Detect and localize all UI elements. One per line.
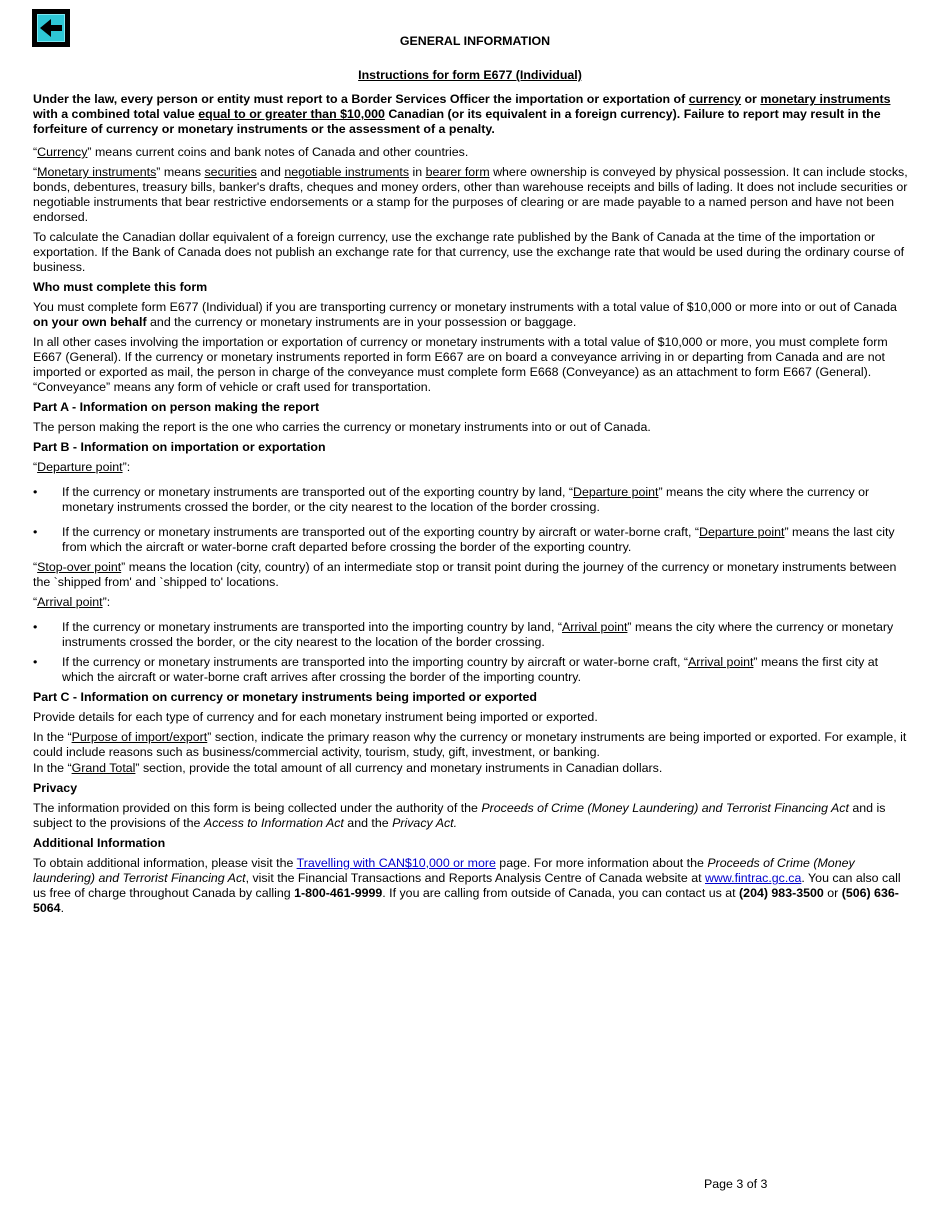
page-number: Page 3 of 3 (704, 1177, 768, 1191)
list-item: • If the currency or monetary instruments are transported out of the exporting country by land, “Departure point” means the city where the currency or monetary instruments crossed the border, or the city nearest to the location of the border crossing. (33, 485, 870, 514)
part-c-heading: Part C - Information on currency or monetary instruments being imported or exported (33, 690, 537, 704)
part-c-paragraph-2: In the “Purpose of import/export” section, indicate the primary reason why the currency or monetary instruments are being imported or exported. For example, it could include reasons such as business/commercial activity, tourism, study, gift, investment, or banking. (33, 730, 907, 759)
arrival-point-label: “Arrival point”: (33, 595, 111, 609)
part-b-heading: Part B - Information on importation or exportation (33, 440, 326, 454)
travelling-link[interactable]: Travelling with CAN$10,000 or more (296, 856, 496, 870)
departure-point-label: “Departure point”: (33, 460, 131, 474)
part-a-paragraph: The person making the report is the one who carries the currency or monetary instruments into or out of Canada. (33, 420, 651, 434)
stop-over-definition: “Stop-over point” means the location (city, country) of an intermediate stop or transit point during the journey of the currency or monetary instruments between the `shipped from' and `shipped to' locations. (33, 560, 897, 589)
part-c-paragraph-3: In the “Grand Total” section, provide the total amount of all currency and monetary instruments in Canadian dollars. (33, 761, 663, 775)
list-item: • If the currency or monetary instruments are transported into the importing country by land, “Arrival point” means the city where the currency or monetary instruments crossed the border, or the city nearest to the location of the border crossing. (33, 620, 894, 649)
instructions-body (33, 92, 910, 921)
who-heading: Who must complete this form (33, 280, 208, 294)
who-paragraph-2: In all other cases involving the importation or exportation of currency or monetary instruments with a total value of $10,000 or more, you must complete form E667 (General). If the currency or monetary instruments reported in form E667 are on board a conveyance arriving in or departing from Canada and are not imported or exported as mail, the person in charge of the conveyance must complete form E668 (Conveyance) as an attachment to form E667 (General). “Conveyance” means any form of vehicle or craft used for transportation. (33, 335, 888, 394)
list-item: • If the currency or monetary instruments are transported into the importing country by aircraft or water-borne craft, “Arrival point” means the first city at which the aircraft or water-borne craft arrives after crossing the border of the importing country. (33, 655, 879, 684)
additional-heading: Additional Information (33, 836, 166, 850)
part-c-paragraph-1: Provide details for each type of currency and for each monetary instrument being imported or exported. (33, 710, 598, 724)
monetary-instruments-definition: “Monetary instruments” means securities and negotiable instruments in bearer form where ownership is conveyed by physical possession. It can include stocks, bonds, debentures, treasury bills, banker's drafts, cheques and money orders, other than warehouse receipts and bills of lading. It does not include securities or negotiable instruments that bear restrictive endorsements or a stamp for the purposes of clearing or are made payable to a named person and have not been endorsed. (33, 165, 908, 224)
exchange-rate-paragraph: To calculate the Canadian dollar equivalent of a foreign currency, use the exchange rate published by the Bank of Canada at the time of the importation or exportation. If the Bank of Canada does not publish an exchange rate for that currency, use the exchange rate that would be used during the ordinary course of business. (33, 230, 905, 274)
who-paragraph-1: You must complete form E677 (Individual) if you are transporting currency or monetary instruments with a total value of $10,000 or more into or out of Canada on your own behalf and the currency or monetary instruments are in your possession or baggage. (33, 300, 897, 329)
form-subtitle: Instructions for form E677 (Individual) (358, 68, 582, 82)
additional-paragraph: To obtain additional information, please visit the Travelling with CAN$10,000 or more page. For more information about the Proceeds of Crime (Money laundering) and Terrorist Financing Act, visit the Financial Transactions and Reports Analysis Centre of Canada website at www.fintrac.gc.ca. You can also call us free of charge throughout Canada by calling 1-800-461-9999. If you are calling from outside of Canada, you can contact us at (204) 983-3500 or (506) 636-5064. (33, 856, 901, 915)
page-title: GENERAL INFORMATION (399, 34, 551, 48)
privacy-paragraph: The information provided on this form is being collected under the authority of the Proceeds of Crime (Money Laundering) and Terrorist Financing Act and is subject to the provisions of the Access to Information Act and the Privacy Act. (33, 801, 886, 830)
part-a-heading: Part A - Information on person making the report (33, 400, 320, 414)
list-item: • If the currency or monetary instruments are transported out of the exporting country by aircraft or water-borne craft, “Departure point” means the last city from which the aircraft or water-borne craft departed before crossing the border of the exporting country. (33, 525, 895, 554)
legal-notice: Under the law, every person or entity must report to a Border Services Officer the importation or exportation of currency or monetary instruments with a combined total value equal to or greater than $10,000 Canadian (or its equivalent in a foreign currency). Failure to report may result in the forfeiture of currency or monetary instruments or the assessment of a penalty. (33, 92, 891, 136)
privacy-heading: Privacy (33, 781, 78, 795)
currency-definition: “Currency” means current coins and bank notes of Canada and other countries. (33, 145, 469, 159)
fintrac-link[interactable]: www.fintrac.gc.ca (704, 871, 802, 885)
